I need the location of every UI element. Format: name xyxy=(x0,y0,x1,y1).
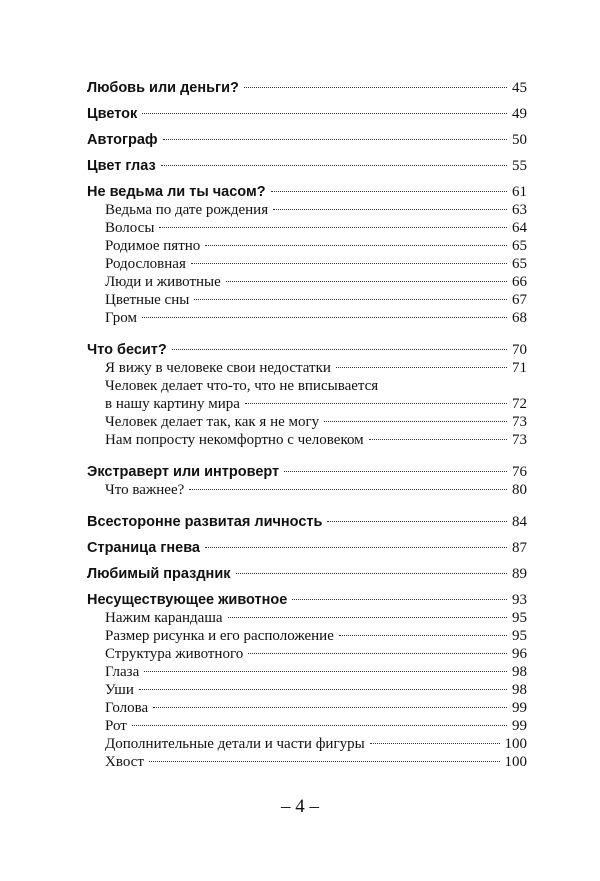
toc-page-number: 73 xyxy=(512,432,527,448)
toc-page-number: 95 xyxy=(512,628,527,644)
toc-section-title: Нажим карандаша xyxy=(105,610,223,626)
dot-leader xyxy=(327,521,507,522)
toc-page-number: 84 xyxy=(512,514,527,530)
dot-leader xyxy=(336,367,507,368)
dot-leader xyxy=(369,439,507,440)
toc-section-title: Люди и животные xyxy=(105,274,221,290)
toc-page-number: 98 xyxy=(512,682,527,698)
toc-chapter[interactable] xyxy=(87,79,527,97)
dot-leader xyxy=(273,209,507,210)
toc-section[interactable] xyxy=(87,735,527,753)
toc-section[interactable] xyxy=(87,237,527,255)
toc-section-title: Нам попросту некомфортно с человеком xyxy=(105,432,364,448)
toc-section-title: Уши xyxy=(105,682,134,698)
toc-chapter[interactable] xyxy=(87,183,527,201)
toc-section-title: Что важнее? xyxy=(105,482,185,498)
toc-section[interactable] xyxy=(87,717,527,735)
dot-leader xyxy=(194,299,507,300)
toc-section[interactable] xyxy=(87,255,527,273)
dot-leader xyxy=(292,599,507,600)
toc-chapter-title: Цвет глаз xyxy=(87,158,156,174)
dot-leader xyxy=(244,87,507,88)
toc-page-number: 95 xyxy=(512,610,527,626)
toc-section[interactable] xyxy=(87,431,527,449)
toc-page-number: 76 xyxy=(512,464,527,480)
toc-chapter-title: Не ведьма ли ты часом? xyxy=(87,184,266,200)
dot-leader xyxy=(236,573,508,574)
toc-section[interactable] xyxy=(87,699,527,717)
toc-page-number: 71 xyxy=(512,360,527,376)
toc-chapter[interactable] xyxy=(87,157,527,175)
toc-section-title: в нашу картину мира xyxy=(105,396,240,412)
toc-chapter-title: Экстраверт или интроверт xyxy=(87,464,280,480)
toc-page-number: 98 xyxy=(512,664,527,680)
toc-section[interactable] xyxy=(87,609,527,627)
toc-chapter[interactable] xyxy=(87,591,527,609)
toc-section[interactable] xyxy=(87,273,527,291)
toc-page-number: 100 xyxy=(504,754,527,770)
toc-page-number: 99 xyxy=(512,718,527,734)
toc-section-title: Гром xyxy=(105,310,137,326)
toc-section[interactable] xyxy=(87,359,527,377)
dot-leader xyxy=(142,317,507,318)
toc-section-title: Родословная xyxy=(105,256,186,272)
toc-chapter-title: Страница гнева xyxy=(87,540,200,556)
page-number: – 4 – xyxy=(281,796,319,817)
dot-leader xyxy=(144,671,507,672)
toc-page-number: 96 xyxy=(512,646,527,662)
toc-page-number: 87 xyxy=(512,540,527,556)
toc-page-number: 73 xyxy=(512,414,527,430)
toc-page-number: 80 xyxy=(512,482,527,498)
toc-chapter-title: Что бесит? xyxy=(87,342,167,358)
dot-leader xyxy=(172,349,507,350)
dot-leader xyxy=(271,191,507,192)
toc-page-number: 93 xyxy=(512,592,527,608)
dot-leader xyxy=(245,403,507,404)
dot-leader xyxy=(248,653,507,654)
toc-page-number: 55 xyxy=(512,158,527,174)
table-of-contents xyxy=(87,79,527,771)
toc-section-title: Хвост xyxy=(105,754,144,770)
toc-section-title: Волосы xyxy=(105,220,155,236)
dot-leader xyxy=(324,421,507,422)
toc-section-title: Я вижу в человеке свои недостатки xyxy=(105,360,331,376)
toc-section-title: Дополнительные детали и части фигуры xyxy=(105,736,365,752)
toc-section[interactable] xyxy=(87,201,527,219)
toc-page-number: 67 xyxy=(512,292,527,308)
dot-leader xyxy=(189,489,507,490)
toc-page-number: 65 xyxy=(512,238,527,254)
dot-leader xyxy=(139,689,507,690)
dot-leader xyxy=(161,165,507,166)
dot-leader xyxy=(226,281,507,282)
dot-leader xyxy=(191,263,507,264)
toc-section[interactable] xyxy=(87,681,527,699)
dot-leader xyxy=(205,245,507,246)
toc-section[interactable] xyxy=(87,663,527,681)
toc-page-number: 68 xyxy=(512,310,527,326)
toc-section-title: Структура животного xyxy=(105,646,244,662)
toc-chapter-title: Несуществующее животное xyxy=(87,592,288,608)
toc-chapter-title: Всесторонне развитая личность xyxy=(87,514,323,530)
toc-section-title: Размер рисунка и его расположение xyxy=(105,628,334,644)
toc-section[interactable] xyxy=(87,481,527,499)
toc-section[interactable] xyxy=(87,309,527,327)
dot-leader xyxy=(370,743,500,744)
toc-section-title: Рот xyxy=(105,718,127,734)
toc-section[interactable] xyxy=(87,413,527,431)
dot-leader xyxy=(339,635,507,636)
toc-page-number: 63 xyxy=(512,202,527,218)
toc-chapter[interactable] xyxy=(87,539,527,557)
toc-chapter[interactable] xyxy=(87,105,527,123)
toc-section[interactable] xyxy=(87,753,527,771)
toc-chapter-title: Автограф xyxy=(87,132,158,148)
toc-page-number: 70 xyxy=(512,342,527,358)
dot-leader xyxy=(159,227,507,228)
toc-page-number: 64 xyxy=(512,220,527,236)
toc-page-number: 66 xyxy=(512,274,527,290)
toc-chapter[interactable] xyxy=(87,131,527,149)
toc-section-title: Глаза xyxy=(105,664,140,680)
toc-section-title: Голова xyxy=(105,700,149,716)
toc-chapter-title: Цветок xyxy=(87,106,138,122)
toc-page-number: 65 xyxy=(512,256,527,272)
toc-section[interactable] xyxy=(87,645,527,663)
toc-chapter-title: Любимый праздник xyxy=(87,566,231,582)
toc-page-number: 100 xyxy=(504,736,527,752)
dot-leader xyxy=(284,471,507,472)
toc-section[interactable] xyxy=(87,219,527,237)
dot-leader xyxy=(149,761,500,762)
dot-leader xyxy=(142,113,507,114)
toc-chapter[interactable] xyxy=(87,341,527,359)
toc-page-number: 50 xyxy=(512,132,527,148)
toc-section-title-line1: Человек делает что-то, что не вписывается xyxy=(105,378,379,394)
toc-section-title: Родимое пятно xyxy=(105,238,201,254)
toc-page-number: 61 xyxy=(512,184,527,200)
dot-leader xyxy=(153,707,507,708)
toc-page-number: 72 xyxy=(512,396,527,412)
dot-leader xyxy=(132,725,507,726)
toc-chapter[interactable] xyxy=(87,463,527,481)
dot-leader xyxy=(228,617,507,618)
toc-section-title: Цветные сны xyxy=(105,292,190,308)
toc-page-number: 49 xyxy=(512,106,527,122)
toc-page-number: 99 xyxy=(512,700,527,716)
dot-leader xyxy=(205,547,507,548)
toc-section[interactable] xyxy=(87,395,527,413)
toc-page-number: 89 xyxy=(512,566,527,582)
toc-section-title: Человек делает так, как я не могу xyxy=(105,414,320,430)
toc-section[interactable] xyxy=(87,291,527,309)
toc-chapter[interactable] xyxy=(87,513,527,531)
toc-page-number: 45 xyxy=(512,80,527,96)
toc-section[interactable] xyxy=(87,627,527,645)
dot-leader xyxy=(163,139,507,140)
toc-chapter[interactable] xyxy=(87,565,527,583)
toc-chapter-title: Любовь или деньги? xyxy=(87,80,239,96)
toc-section-title: Ведьма по дате рождения xyxy=(105,202,269,218)
